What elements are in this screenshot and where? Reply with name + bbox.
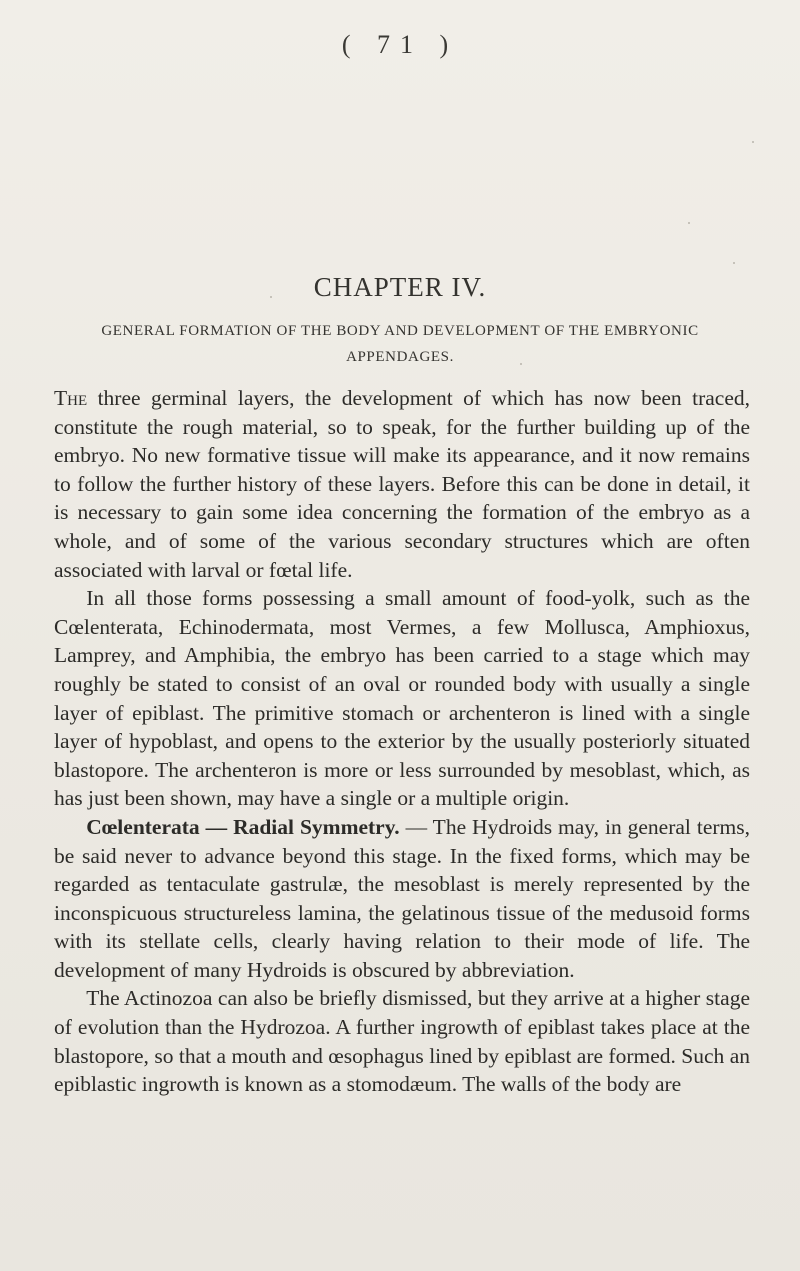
run-in-heading: Cœlenterata — Radial Symmetry.: [86, 814, 400, 839]
paper-speck: [733, 262, 735, 264]
paragraph-2: In all those forms possessing a small amount of food-yolk, such as the Cœlenterata, Echinodermata, most Vermes, a few Mollusca, Amphioxus, Lamprey, and Amphibia, the embryo has been carried to a stage which may roughly be stated to consist of an oval or rounded body with usually a single layer of epiblast. The primitive stomach or archenteron is lined with a single layer of hypoblast, and opens to the exterior by the usually posteriorly situated blastopore. The archenteron is more or less surrounded by mesoblast, which, as has just been shown, may have a single or a multiple origin.: [54, 586, 750, 811]
paragraph-text: — The Hydroids may, in general terms, be said never to advance beyond this stage. In the fixed forms, which may be regarded as tentaculate gastrulæ, the mesoblast is merely represented by the inconspicuous structureless lamina, the gelatinous tissue of the medusoid forms with its stellate cells, clearly having relation to their mode of life. The development of many Hydroids is obscured by abbreviation.: [54, 814, 750, 982]
paragraph-3: [54, 813, 750, 985]
section-title: GENERAL FORMATION OF THE BODY AND DEVELOPMENT OF THE EMBRYONIC APPENDAGES.: [101, 323, 699, 365]
paragraph-4: The Actinozoa can also be briefly dismissed, but they arrive at a higher stage of evolution than the Hydrozoa. A further ingrowth of epiblast takes place at the blastopore, so that a mouth and œsophagus lined by epiblast are formed. Such an epiblastic ingrowth is known as a stomodæum. The walls of the body are: [54, 986, 750, 1097]
paragraph-1: [54, 384, 750, 584]
paper-speck: [752, 141, 754, 143]
paper-speck: [520, 363, 522, 365]
chapter-title: CHAPTER IV.: [313, 272, 487, 302]
paragraph-text: three germinal layers, the development of which has now been traced, constitute the rough material, so to speak, for the further building up of the embryo. No new formative tissue will make its appearance, and it now remains to follow the further history of these layers. Before this can be done in detail, it is necessary to gain some idea concerning the formation of the embryo as a whole, and of some of the various secondary structures which are often associated with larval or fœtal life.: [54, 386, 750, 582]
paragraph-lead-word: The: [54, 386, 88, 410]
paper-speck: [270, 296, 272, 298]
page-number: ( 71 ): [341, 30, 459, 59]
body-text: [54, 384, 750, 1099]
paper-speck: [688, 222, 690, 224]
